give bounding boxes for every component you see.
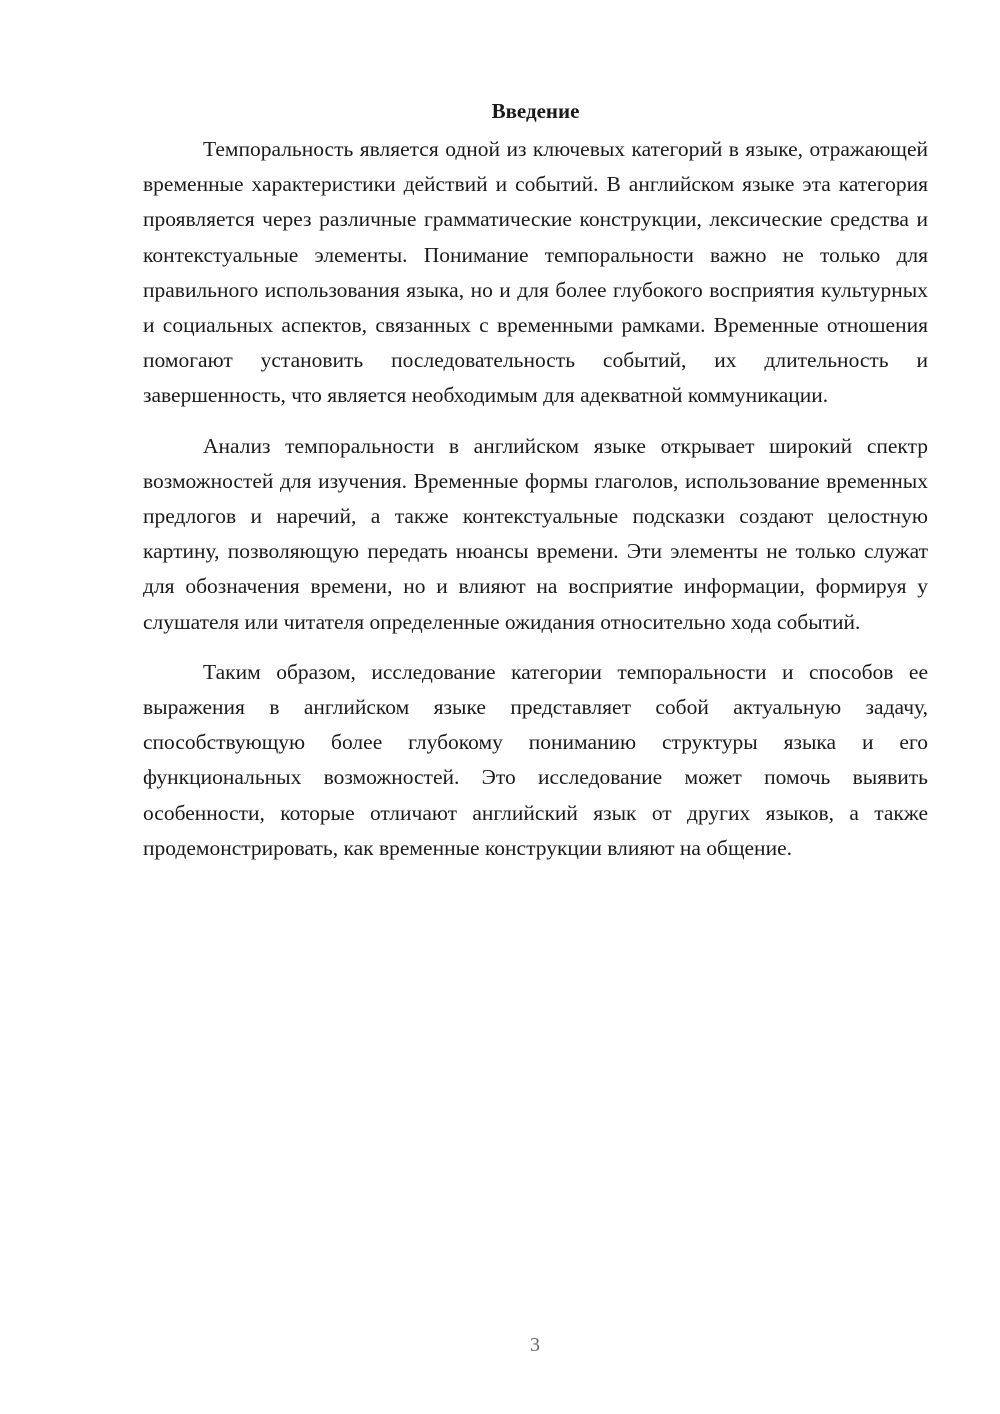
page-number: 3	[530, 1334, 540, 1356]
document-page	[143, 90, 928, 866]
paragraph-1: Темпоральность является одной из ключевых категорий в языке, отражающей временные характеристики действий и событий. В английском языке эта категория проявляется через различные грамматические конструкции, лексические средства и контекстуальные элементы. Понимание темпоральности важно не только для правильного использования языка, но и для более глубокого восприятия культурных и социальных аспектов, связанных с временными рамками. Временные отношения помогают установить последовательность событий, их длительность и завершенность, что является необходимым для адекватной коммуникации.	[143, 137, 928, 408]
paragraph-3: Таким образом, исследование категории темпоральности и способов ее выражения в английском языке представляет собой актуальную задачу, способствующую более глубокому пониманию структуры языка и его функциональных возможностей. Это исследование может помочь выявить особенности, которые отличают английский язык от других языков, а также продемонстрировать, как временные конструкции влияют на общение.	[143, 659, 928, 860]
paragraph-2: Анализ темпоральности в английском языке открывает широкий спектр возможностей для изучения. Временные формы глаголов, использование временных предлогов и наречий, а также контекстуальные подсказки создают целостную картину, позволяющую передать нюансы времени. Эти элементы не только служат для обозначения времени, но и влияют на восприятие информации, формируя у слушателя или читателя определенные ожидания относительно хода событий.	[143, 433, 928, 634]
section-title: Введение	[491, 99, 580, 123]
